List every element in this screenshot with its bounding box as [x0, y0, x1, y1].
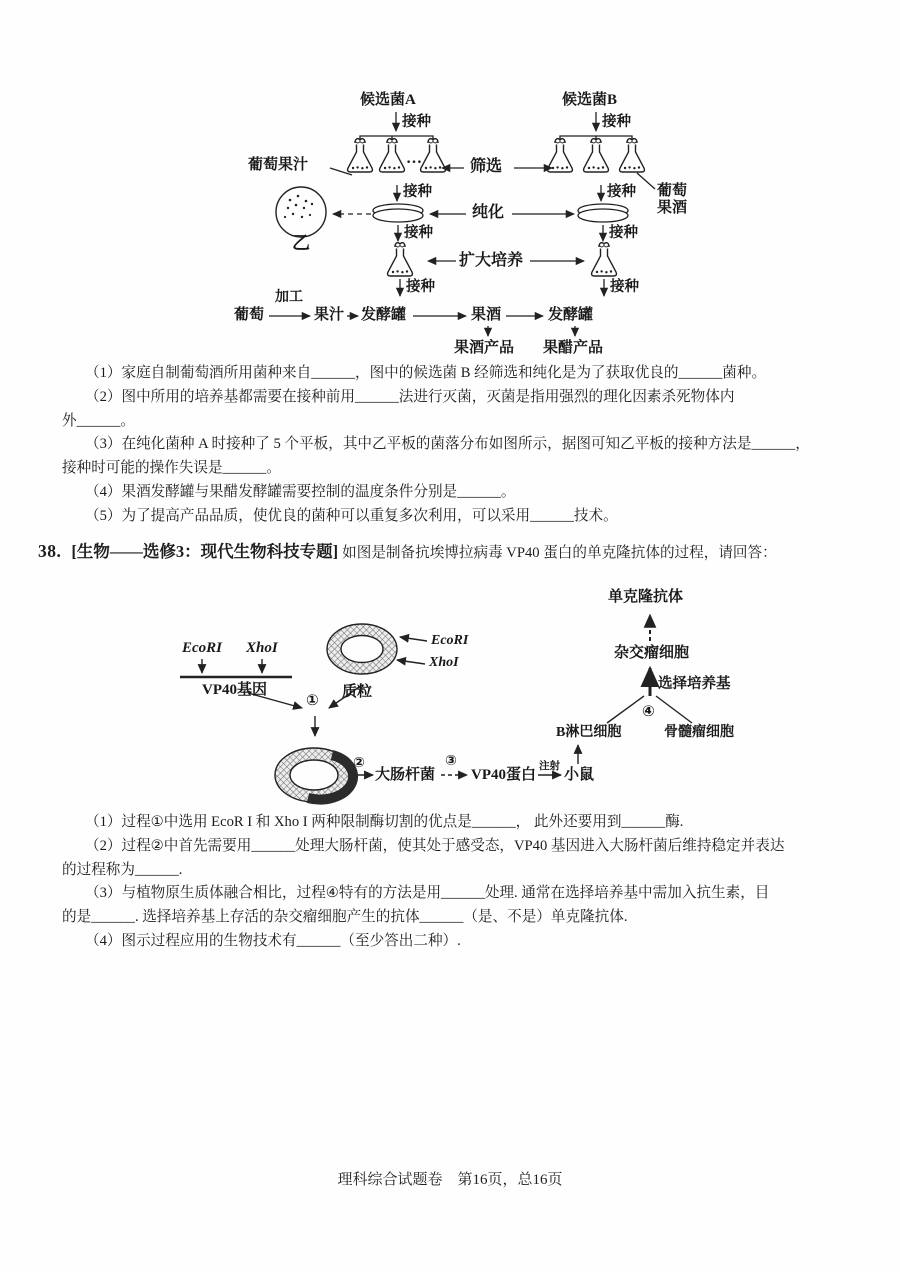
q38-header: [38, 538, 868, 562]
plasmid-label: 质粒: [342, 684, 373, 700]
inoculate-label: 接种: [602, 114, 631, 130]
q38-number: 38.: [38, 541, 62, 561]
selective-medium-label: 选择培养基: [658, 676, 731, 692]
q37-line-7: （5）为了提高产品品质，使优良的菌种可以重复多次利用，可以采用______技术。: [85, 507, 618, 524]
inoculate-label: 接种: [404, 225, 433, 241]
recombinant-plasmid-icon: [275, 748, 353, 802]
ecoli-label: 大肠杆菌: [375, 767, 436, 783]
q38-line-6: （4）图示过程应用的生物技术有______（至少答出二种）.: [85, 932, 461, 949]
step-3-badge: ③: [445, 754, 457, 769]
myeloma-cell-label: 骨髓瘤细胞: [664, 725, 734, 740]
flask-icon: [584, 139, 609, 172]
q38-questions: [62, 811, 867, 954]
vp40-gene-label: VP40基因: [202, 682, 267, 698]
flask-icon: [421, 139, 446, 172]
q38-line-5: 的是______. 选择培养基上存活的杂交瘤细胞产生的抗体______（是、不是）单克隆抗体.: [62, 909, 628, 926]
flask-icon: [348, 139, 373, 172]
process-label: 加工: [275, 290, 303, 305]
q38-line-3: 的过程称为______.: [62, 861, 183, 878]
inoculate-label: 接种: [609, 225, 638, 241]
expand-culture-label: 扩大培养: [459, 252, 524, 269]
vinegar-product-label: 果醋产品: [543, 340, 604, 356]
inoculate-label: 接种: [406, 279, 435, 295]
q37-line-3: 外______。: [62, 412, 135, 429]
fermenter1-label: 发酵罐: [361, 307, 407, 323]
fermentation-diagram-graphics: [230, 88, 712, 370]
inoculate-label: 接种: [610, 279, 639, 295]
q37-line-4: （3）在纯化菌种 A 时接种了 5 个平板，其中乙平板的菌落分布如图所示，据图可知乙平板的接种方法是______，: [85, 436, 810, 453]
hybridoma-label: 杂交瘤细胞: [614, 645, 690, 661]
inject-label: 注射: [539, 761, 560, 772]
fermentation-diagram: [230, 88, 712, 370]
step-2-badge: ②: [353, 756, 365, 771]
inoculate-label: 接种: [607, 184, 636, 200]
flask-icon: [548, 139, 573, 172]
xhoi-enzyme-label: XhoI: [246, 640, 278, 656]
grape-wine-label-line2: 果酒: [657, 200, 688, 216]
screen-label: 筛选: [470, 158, 503, 175]
q38-line-1: （1）过程①中选用 EcoR I 和 Xho I 两种限制酶切割的优点是______， 此外还要用到______酶.: [85, 814, 684, 830]
q37-line-2: （2）图中所用的培养基都需要在接种前用______法进行灭菌，灭菌是指用强烈的理化因素杀死物体内: [85, 388, 735, 405]
ecori-enzyme-label: EcoRI: [182, 640, 223, 656]
flask-icon: [380, 139, 405, 172]
purify-label: 纯化: [472, 204, 505, 221]
flask-icon: [388, 243, 413, 276]
flask-icon: [620, 139, 645, 172]
ellipsis-label: …: [406, 150, 422, 167]
fermenter2-label: 发酵罐: [548, 307, 594, 323]
wine-product-label: 果酒产品: [454, 340, 515, 356]
monoclonal-antibody-label: 单克隆抗体: [608, 589, 684, 605]
inoculate-label: 接种: [402, 114, 431, 130]
page-footer: 理科综合试题卷 第16页，总16页: [337, 1172, 563, 1188]
mab-diagram-graphics: [150, 585, 778, 815]
q38-line-4: （3）与植物原生质体融合相比，过程④特有的方法是用______处理. 通常在选择培养基中需加入抗生素，目: [85, 885, 770, 902]
step-4-badge: ④: [642, 704, 655, 720]
q37-line-5: 接种时可能的操作失误是______。: [62, 460, 281, 477]
q37-questions: [62, 362, 867, 529]
q37-line-6: （4）果酒发酵罐与果醋发酵罐需要控制的温度条件分别是______。: [85, 483, 516, 500]
flask-icon: [592, 243, 617, 276]
inoculate-label: 接种: [403, 184, 432, 200]
plate-yi-label: 乙: [292, 233, 310, 253]
vp40-protein-label: VP40蛋白: [471, 767, 536, 783]
plate-yi-icon: [276, 187, 326, 237]
juice-label: 果汁: [314, 307, 345, 323]
plasmid-icon: [327, 624, 397, 674]
ecori-site-label: EcoRI: [431, 633, 469, 648]
q38-intro-text: 如图是制备抗埃博拉病毒 VP40 蛋白的单克隆抗体的过程，请回答：: [342, 545, 777, 561]
grape-wine-label-line1: 葡萄: [657, 183, 688, 199]
diagram1-arrows: [269, 112, 655, 336]
grape-juice-label: 葡萄果汁: [248, 157, 309, 173]
q38-line-2: （2）过程②中首先需要用______处理大肠杆菌，使其处于感受态，VP40 基因进入大肠杆菌后维持稳定并表达: [85, 837, 785, 854]
grape-label: 葡萄: [234, 307, 265, 323]
candidate-b-label: 候选菌B: [562, 92, 618, 108]
mouse-label: 小鼠: [564, 767, 595, 783]
q38-topic-tag: [生物——选修3：现代生物科技专题]: [71, 542, 339, 561]
candidate-a-label: 候选菌A: [360, 92, 416, 108]
monoclonal-antibody-diagram: [150, 585, 778, 815]
b-lymphocyte-label: B淋巴细胞: [556, 725, 622, 740]
xhoi-site-label: XhoI: [429, 655, 459, 670]
wine-label: 果酒: [471, 307, 502, 323]
q37-line-1: （1）家庭自制葡萄酒所用菌种来自______，图中的候选菌 B 经筛选和纯化是为了获取优良的______菌种。: [85, 365, 767, 381]
step-1-badge: ①: [306, 693, 319, 709]
